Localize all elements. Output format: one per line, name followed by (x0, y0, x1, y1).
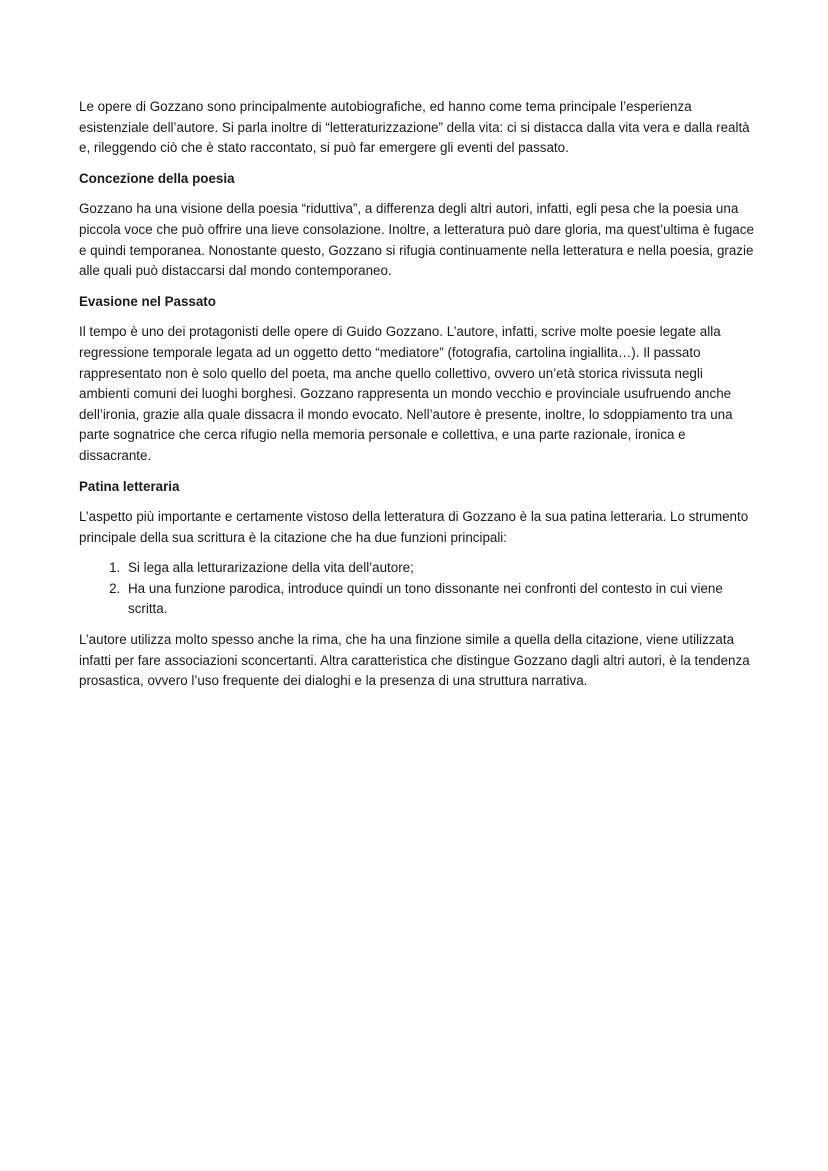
section-paragraph-concezione: Gozzano ha una visione della poesia “riduttiva”, a differenza degli altri autori, infatti, egli pesa che la poesia una piccola voce che può offrire una lieve consolazione. Inoltre, a letteratura può dare gloria, ma quest’ultima è fugace e quindi temporanea. Nonostante questo, Gozzano si rifugia continuamente nella letteratura e nella poesia, grazie alle quali può distaccarsi dal mondo contemporaneo. (79, 201, 754, 279)
section-heading-concezione: Concezione della poesia (79, 170, 235, 186)
document-page (79, 97, 754, 702)
intro-paragraph: Le opere di Gozzano sono principalmente autobiografiche, ed hanno come tema principale l’esperienza esistenziale dell’autore. Si parla inoltre di “letteraturizzazione” della vita: ci si distacca dalla vita vera e dalla realtà e, rileggendo ciò che è stato raccontato, si può far emergere gli eventi del passato. (79, 99, 750, 156)
list-item: 2. Ha una funzione parodica, introduce quindi un tono dissonante nei confronti del contesto in cui viene scritta. (124, 579, 754, 620)
section-paragraph-evasione: Il tempo è uno dei protagonisti delle opere di Guido Gozzano. L’autore, infatti, scrive molte poesie legate alla regressione temporale legata ad un oggetto detto “mediatore” (fotografia, cartolina ingiallita…). Il passato rappresentato non è solo quello del poeta, ma anche quello collettivo, ovvero un’età storica rivissuta negli ambienti comuni dei luoghi borghesi. Gozzano rappresenta un mondo vecchio e provinciale usufruendo anche dell’ironia, grazie alla quale dissacra il mondo evocato. Nell’autore è presente, inoltre, lo sdoppiamento tra una parte sognatrice che cerca rifugio nella memoria personale e collettiva, e una parte razionale, ironica e dissacrante. (79, 324, 733, 463)
citation-functions-list (79, 558, 754, 620)
section-heading-evasione: Evasione nel Passato (79, 293, 216, 309)
section-paragraph-patina: L’aspetto più importante e certamente vistoso della letteratura di Gozzano è la sua patina letteraria. Lo strumento principale della sua scrittura è la citazione che ha due funzioni principali: (79, 509, 749, 545)
closing-paragraph: L’autore utilizza molto spesso anche la rima, che ha una finzione simile a quella della citazione, viene utilizzata infatti per fare associazioni sconcertanti. Altra caratteristica che distingue Gozzano dagli altri autori, è la tendenza prosastica, ovvero l’uso frequente dei dialoghi e la presenza di una struttura narrativa. (79, 632, 750, 689)
section-heading-patina: Patina letteraria (79, 478, 180, 494)
list-item: 1. Si lega alla letturarizazione della vita dell’autore; (124, 558, 754, 579)
